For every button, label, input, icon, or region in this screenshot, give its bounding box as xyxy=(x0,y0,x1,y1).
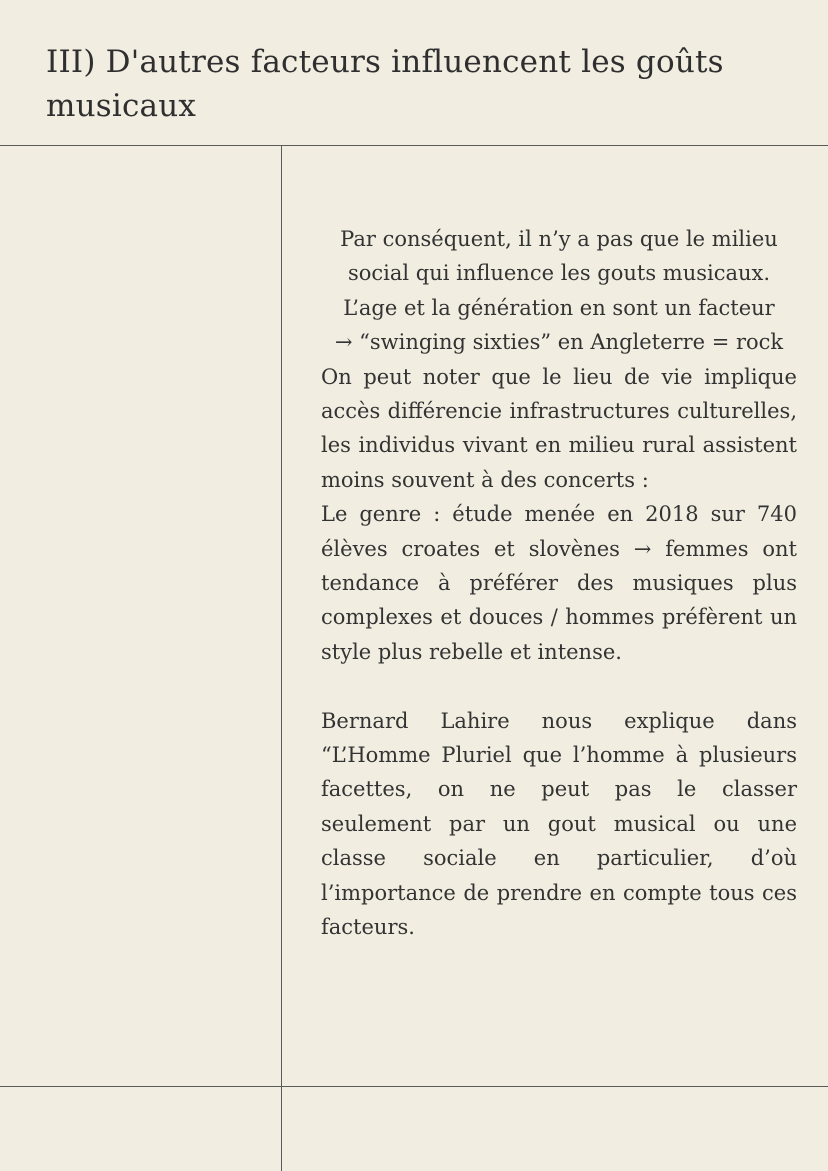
intro-line: Par conséquent, il n’y a pas que le milieu xyxy=(340,227,778,251)
paragraph-lahire: Bernard Lahire nous explique dans “L’Homme Pluriel que l’homme à plusieurs facettes, on ne peut pas le classer seulement par un gout musical ou une classe sociale en particulier, d’où l’importance de prendre en compte tous ces facteurs. xyxy=(321,708,797,940)
body-text xyxy=(321,222,797,945)
intro-line: L’age et la génération en sont un facteur xyxy=(343,295,775,320)
paragraph-lieu-de-vie: On peut noter que le lieu de vie implique accès différencie infrastructures culturelles, les individus vivant en milieu rural assistent moins souvent à des concerts : xyxy=(321,364,797,492)
paragraph-spacer xyxy=(321,669,797,703)
intro-line: → “swinging sixties” en Angleterre = rock xyxy=(334,330,784,355)
column-divider xyxy=(281,145,282,1171)
paragraph-genre: Le genre : étude menée en 2018 sur 740 élèves croates et slovènes → femmes ont tendance à préférer des musiques plus complexes et douces / hommes préfèrent un style plus rebelle et intense. xyxy=(321,502,797,664)
bottom-divider xyxy=(0,1086,828,1087)
top-divider xyxy=(0,145,828,146)
page-title: III) D'autres facteurs influencent les goûts musicaux xyxy=(46,44,724,124)
intro-line: social qui influence les gouts musicaux. xyxy=(347,261,771,286)
